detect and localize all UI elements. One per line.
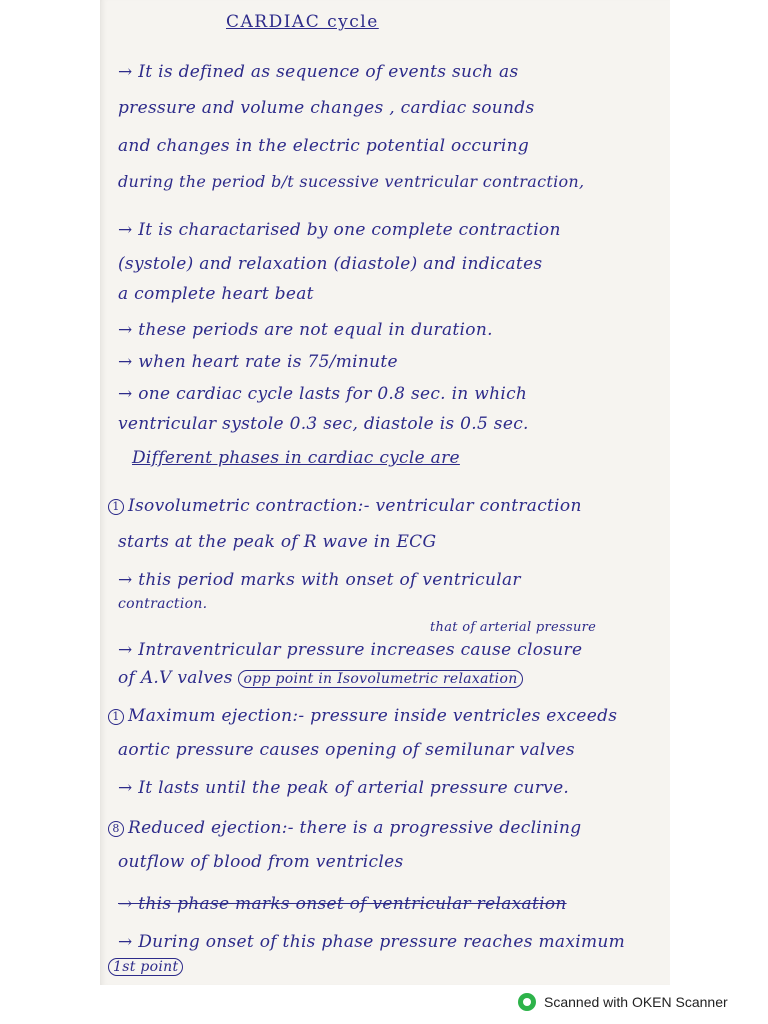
phase-3-line [108,818,581,838]
phase-3-text: Reduced ejection:- there is a progressive declining [128,818,582,838]
note-line-19: aortic pressure causes opening of semilunar valves [118,740,575,760]
note-line-24: → During onset of this phase pressure reaches maximum [118,932,626,952]
phases-heading: Different phases in cardiac cycle are [132,448,460,468]
note-line-2: pressure and volume changes , cardiac sounds [118,98,535,118]
note-line-17 [118,668,523,688]
phase-1-text: Isovolumetric contraction:- ventricular contraction [128,496,582,516]
note-line-9: → when heart rate is 75/minute [118,352,398,372]
page-title: CARDIAC cycle [226,12,379,32]
phase-2-line [108,706,617,726]
note-line-22: outflow of blood from ventricles [118,852,404,872]
note-line-8: → these periods are not equal in duration. [118,320,493,340]
note-line-4: during the period b/t sucessive ventricular contraction, [118,172,585,191]
scanner-text: Scanned with OKEN Scanner [544,994,728,1010]
note-line-14: → this period marks with onset of ventricular [118,570,521,590]
left-margin [0,0,100,985]
first-point-box: 1st point [108,958,183,976]
note-line-7: a complete heart beat [118,284,314,304]
boxed-note: opp point in Isovolumetric relaxation [238,670,522,688]
phase-1-line [108,496,582,516]
circled-number-2: 1 [108,709,124,725]
note-line-17-text: of A.V valves [118,668,233,688]
notebook-page [100,0,670,985]
bottom-note [108,956,183,976]
note-line-16: → Intraventricular pressure increases cause closure [118,640,583,660]
oken-logo-icon [518,993,536,1011]
circled-number-3: 8 [108,821,124,837]
note-line-13: starts at the peak of R wave in ECG [118,532,437,552]
note-line-6: (systole) and relaxation (diastole) and indicates [118,254,543,274]
note-line-1: → It is defined as sequence of events such as [118,62,519,82]
note-line-15: contraction. [118,596,208,612]
scanner-watermark [518,992,728,1012]
note-line-5: → It is charactarised by one complete contraction [118,220,561,240]
note-line-23: → this phase marks onset of ventricular relaxation [118,894,567,914]
note-line-20: → It lasts until the peak of arterial pressure curve. [118,778,570,798]
note-line-3: and changes in the electric potential occuring [118,136,530,156]
note-line-10: → one cardiac cycle lasts for 0.8 sec. in which [118,384,528,404]
phase-2-text: Maximum ejection:- pressure inside ventricles exceeds [128,706,618,726]
circled-number-1: 1 [108,499,124,515]
right-margin [670,0,768,985]
note-line-11: ventricular systole 0.3 sec, diastole is 0.5 sec. [118,414,529,434]
annotation-above: that of arterial pressure [430,620,597,635]
